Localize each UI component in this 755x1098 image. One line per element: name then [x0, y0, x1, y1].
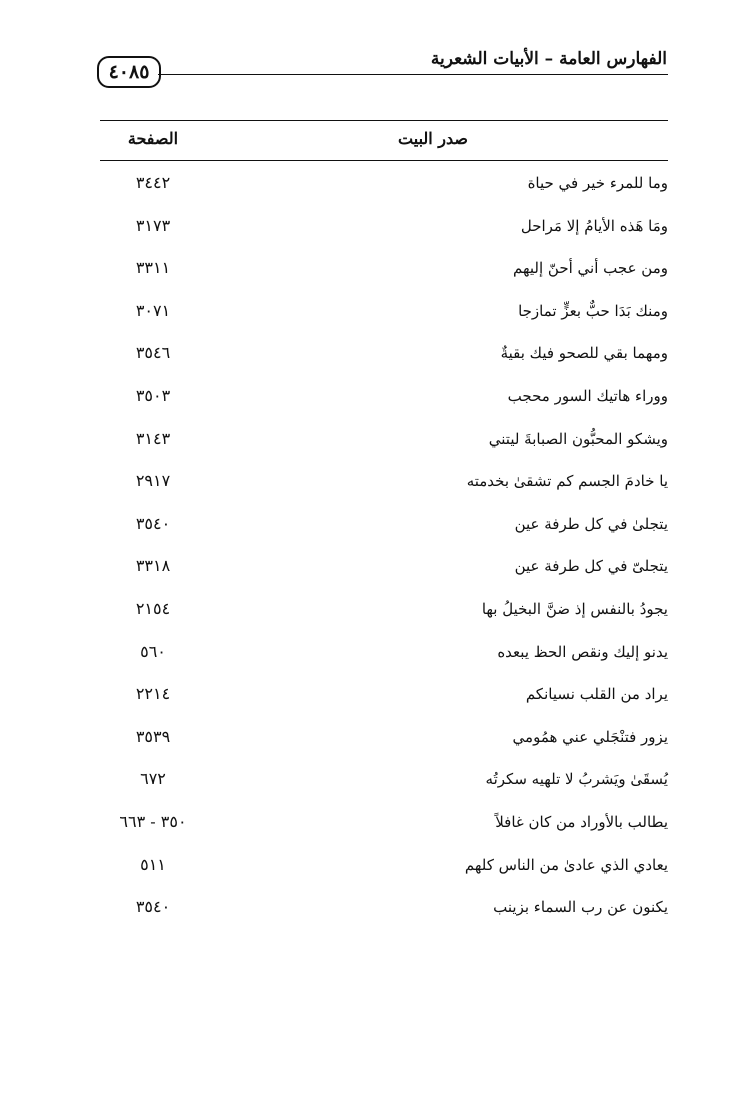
- page-number-badge: [97, 56, 161, 88]
- table-row: [100, 886, 668, 929]
- table-row: [100, 418, 668, 461]
- table-row: [100, 631, 668, 674]
- table-header-rule: [100, 160, 668, 161]
- page-cell: ٣١٤٣: [135, 428, 171, 448]
- verse-cell: ومنك بَدَا حبٌّ بعزٍّ تمازجا: [518, 301, 668, 320]
- table-row: [100, 801, 668, 844]
- page-cell: ٢٩١٧: [135, 471, 171, 491]
- page-cell: ٢١٥٤: [135, 598, 171, 618]
- page-cell: ٢٢١٤: [135, 684, 171, 704]
- page-cell: ٣٥٠٣: [135, 385, 171, 405]
- verse-cell: يكنون عن رب السماء بزينب: [493, 898, 668, 917]
- table-row: [100, 503, 668, 546]
- verse-cell: يتجلىٰ في كل طرفة عين: [514, 514, 668, 533]
- verse-cell: ويشكو المحبُّون الصبابةَ ليتني: [488, 429, 668, 448]
- verse-cell: ومهما بقي للصحو فيك بقيةٌ: [500, 344, 668, 363]
- table-row: [100, 758, 668, 801]
- page-cell: ٣٤٤٢: [135, 173, 171, 192]
- table-row: [100, 588, 668, 631]
- table-top-rule: [100, 120, 668, 121]
- table-row: [100, 162, 668, 205]
- verse-cell: ومَا هَذه الأيامُ إلا مَراحل: [520, 216, 668, 235]
- page-cell: ٣٥٣٩: [135, 726, 171, 746]
- table-row: [100, 673, 668, 716]
- page-cell: ٣٣١١: [135, 258, 171, 278]
- table-row: [100, 290, 668, 333]
- verse-cell: ومن عجب أني أحنّ إليهم: [513, 259, 668, 278]
- verse-cell: يزور فتنْجَلي عني همُومي: [512, 727, 668, 746]
- table-row: [100, 375, 668, 418]
- table-row: [100, 716, 668, 759]
- page-cell: ٦٧٢: [140, 769, 166, 789]
- verse-cell: يدنو إليك ونقص الحظ يبعده: [497, 642, 668, 661]
- verse-index-table: [100, 162, 668, 929]
- table-header: [100, 124, 668, 156]
- table-row: [100, 545, 668, 588]
- verse-cell: وما للمرء خير في حياة: [527, 174, 668, 192]
- page-number: ٤٠٨٥: [108, 61, 150, 83]
- verse-cell: يا خادمَ الجسم كم تشقىٰ بخدمته: [466, 472, 668, 491]
- page-cell: ٣٥٤٦: [135, 343, 171, 363]
- verse-cell: ووراء هاتيك السور محجب: [507, 386, 668, 405]
- page-cell: ٥١١: [140, 854, 166, 874]
- verse-cell: يطالب بالأوراد من كان غافلاً: [495, 812, 668, 831]
- page-cell: ٣٥٠ - ٦٦٣: [119, 811, 187, 831]
- verse-cell: يراد من القلب نسيانكم: [525, 685, 668, 704]
- page-cell: ٣٣١٨: [135, 556, 171, 576]
- page-cell: ٣٥٤٠: [135, 897, 171, 917]
- verse-cell: يتجلىّ في كل طرفة عين: [514, 557, 668, 576]
- verse-cell: يجودُ بالنفس إذ ضنَّ البخيلُ بها: [481, 599, 668, 618]
- verse-cell: يعادي الذي عادىٰ من الناس كلهم: [464, 855, 668, 874]
- page-cell: ٣٥٤٠: [135, 513, 171, 533]
- page-cell: ٣٠٧١: [135, 300, 171, 320]
- verse-column-header: صدر البيت: [398, 129, 468, 148]
- table-row: [100, 460, 668, 503]
- page-cell: ٣١٧٣: [135, 215, 171, 235]
- table-row: [100, 205, 668, 248]
- page-column-header: الصفحة: [127, 129, 179, 148]
- table-row: [100, 247, 668, 290]
- table-row: [100, 332, 668, 375]
- table-row: [100, 844, 668, 887]
- running-header-title: الفهارس العامة – الأبيات الشعرية: [430, 49, 667, 69]
- page-cell: ٥٦٠: [140, 641, 166, 661]
- header-rule: [158, 74, 668, 75]
- verse-cell: يُسقَىٰ ويَشربُ لا تلهيه سكرتُه: [485, 770, 668, 789]
